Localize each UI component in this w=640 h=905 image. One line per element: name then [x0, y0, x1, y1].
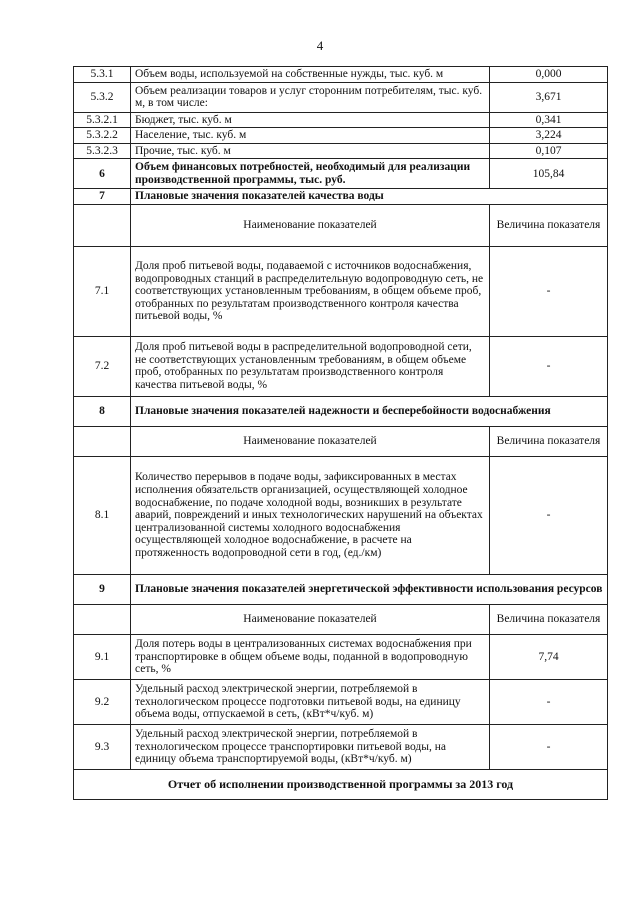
- column-header-row: [74, 204, 608, 246]
- section-title: Плановые значения показателей надежности и бесперебойности водоснабжения: [131, 396, 608, 426]
- header-name: Наименование показателей: [131, 426, 490, 456]
- row-value: -: [490, 679, 608, 724]
- header-value: Величина показателя: [490, 204, 608, 246]
- table-row: [74, 128, 608, 144]
- column-header-row: [74, 426, 608, 456]
- row-value: -: [490, 724, 608, 769]
- report-title: Отчет об исполнении производственной программы за 2013 год: [74, 769, 608, 799]
- section-title: Плановые значения показателей качества воды: [131, 189, 608, 205]
- row-label: Доля потерь воды в централизованных системах водоснабжения при транспортировке в общем объеме воды, поданной в водопроводную сеть, %: [131, 634, 490, 679]
- table-row: [74, 67, 608, 83]
- header-value: Величина показателя: [490, 604, 608, 634]
- page-number: 4: [316, 38, 324, 53]
- section-9-heading: [74, 574, 608, 604]
- row-label: Бюджет, тыс. куб. м: [131, 112, 490, 128]
- row-number: 9.3: [74, 724, 131, 769]
- row-value: -: [490, 246, 608, 336]
- row-value: 3,224: [490, 128, 608, 144]
- row-value: 0,107: [490, 143, 608, 159]
- section-title: Объем финансовых потребностей, необходимый для реализации производственной программы, тыс. руб.: [131, 159, 490, 189]
- section-number: 6: [74, 159, 131, 189]
- row-value: -: [490, 456, 608, 574]
- row-number: 5.3.2: [74, 82, 131, 112]
- section-number: 8: [74, 396, 131, 426]
- column-header-row: [74, 604, 608, 634]
- section-number: 9: [74, 574, 131, 604]
- row-label: Доля проб питьевой воды в распределительной водопроводной сети, не соответствующих установленным требованиям, в общем объеме проб, отобранных по результатам производственного контроля качества питьевой воды, %: [131, 336, 490, 396]
- section-8-heading: [74, 396, 608, 426]
- header-name: Наименование показателей: [131, 604, 490, 634]
- row-number: 7.2: [74, 336, 131, 396]
- row-number: 5.3.2.2: [74, 128, 131, 144]
- row-value: 3,671: [490, 82, 608, 112]
- row-label: Доля проб питьевой воды, подаваемой с источников водоснабжения, водопроводных станций в распределительную водопроводную сеть, не соответствующих установленным требованиям, в общем объеме проб, отобранных по результатам производственного контроля качества питьевой воды, %: [131, 246, 490, 336]
- header-name: Наименование показателей: [131, 204, 490, 246]
- row-value: 0,341: [490, 112, 608, 128]
- row-value: 7,74: [490, 634, 608, 679]
- table-row: [74, 634, 608, 679]
- row-number: 5.3.2.3: [74, 143, 131, 159]
- section-6-row: [74, 159, 608, 189]
- row-value: 105,84: [490, 159, 608, 189]
- row-label: Прочие, тыс. куб. м: [131, 143, 490, 159]
- table-row: [74, 679, 608, 724]
- report-title-row: [74, 769, 608, 799]
- row-number: 9.1: [74, 634, 131, 679]
- header-value: Величина показателя: [490, 426, 608, 456]
- row-label: Население, тыс. куб. м: [131, 128, 490, 144]
- row-number: 8.1: [74, 456, 131, 574]
- row-value: -: [490, 336, 608, 396]
- row-label: Объем реализации товаров и услуг сторонним потребителям, тыс. куб. м, в том числе:: [131, 82, 490, 112]
- row-value: 0,000: [490, 67, 608, 83]
- table-row: [74, 82, 608, 112]
- table-row: [74, 724, 608, 769]
- row-number: 5.3.2.1: [74, 112, 131, 128]
- section-number: 7: [74, 189, 131, 205]
- table-row: [74, 456, 608, 574]
- table-row: [74, 112, 608, 128]
- section-title: Плановые значения показателей энергетической эффективности использования ресурсов: [131, 574, 608, 604]
- row-number: 7.1: [74, 246, 131, 336]
- row-number: 9.2: [74, 679, 131, 724]
- row-label: Удельный расход электрической энергии, потребляемой в технологическом процессе подготовки питьевой воды, на единицу объема воды, отпускаемой в сеть, (кВт*ч/куб. м): [131, 679, 490, 724]
- row-number: 5.3.1: [74, 67, 131, 83]
- table-row: [74, 143, 608, 159]
- section-7-heading: [74, 189, 608, 205]
- table-row: [74, 246, 608, 336]
- row-label: Количество перерывов в подаче воды, зафиксированных в местах исполнения обязательств организацией, осуществляющей холодное водоснабжение, по подаче холодной воды, возникших в результате аварий, повреждений и иных технологических нарушений на объектах централизованной системы холодного водоснабжения осуществляющей холодное водоснабжение, в расчете на протяженность водопроводной сети в год, (ед./км): [131, 456, 490, 574]
- table-row: [74, 336, 608, 396]
- row-label: Объем воды, используемой на собственные нужды, тыс. куб. м: [131, 67, 490, 83]
- production-program-table: [73, 66, 608, 800]
- row-label: Удельный расход электрической энергии, потребляемой в технологическом процессе транспортировки питьевой воды, на единицу объема транспортируемой воды, (кВт*ч/куб. м): [131, 724, 490, 769]
